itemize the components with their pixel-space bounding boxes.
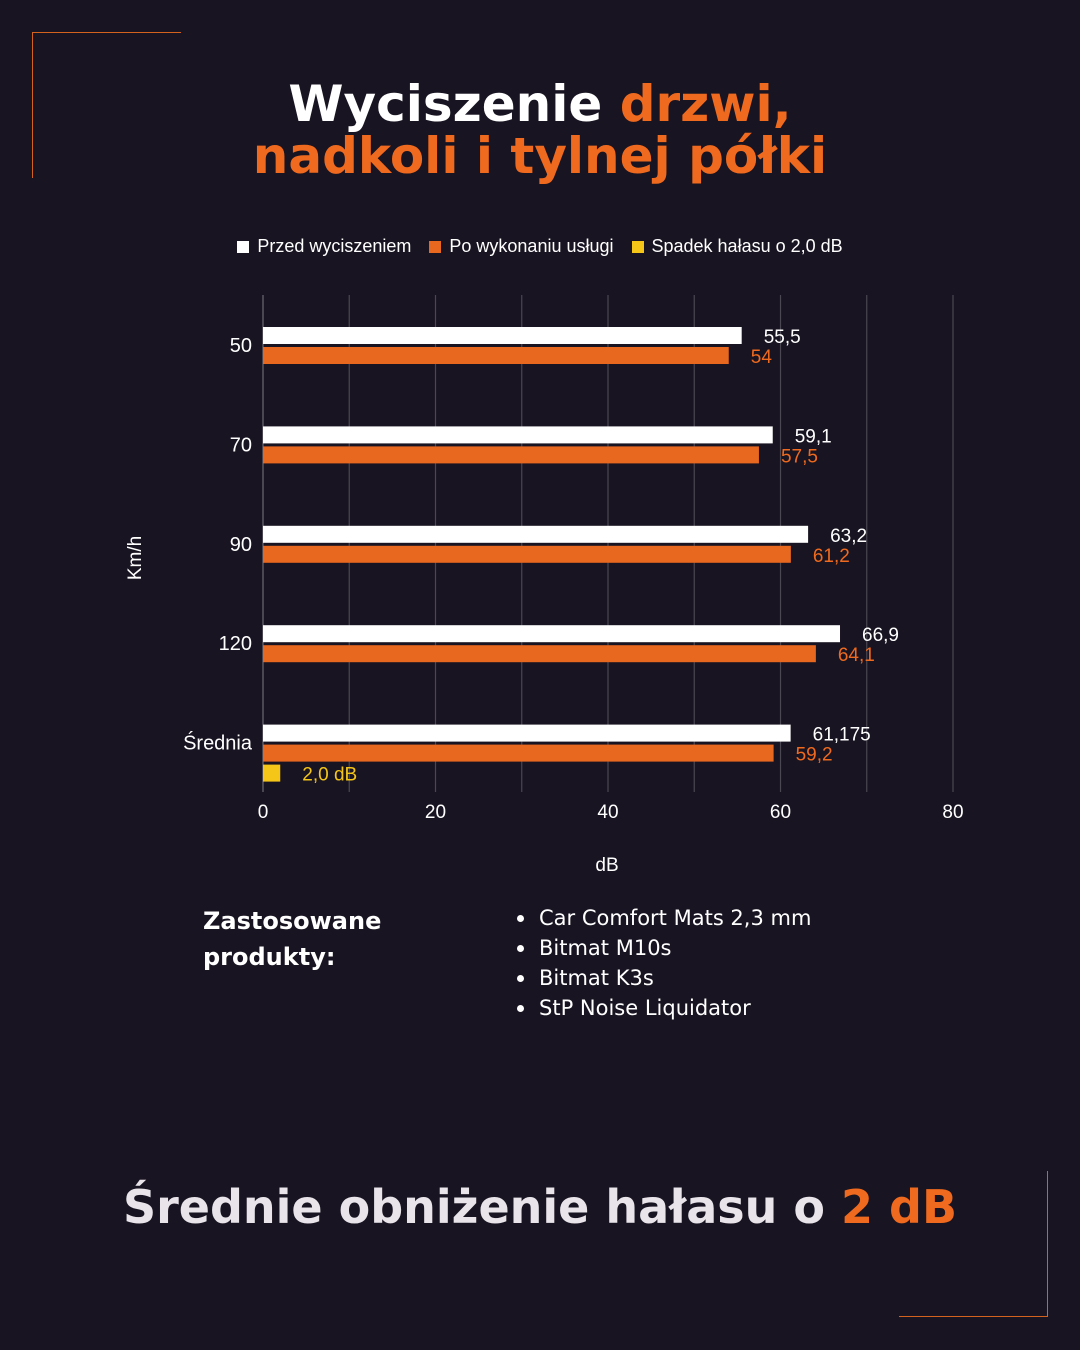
title-orange-part: drzwi, <box>619 75 792 133</box>
x-tick-label: 20 <box>424 802 447 823</box>
product-item: Car Comfort Mats 2,3 mm <box>515 903 811 933</box>
data-label: 57,5 <box>780 446 818 468</box>
title-line-2: nadkoli i tylnej półki <box>252 127 828 185</box>
x-tick-label: 80 <box>942 802 964 823</box>
bar-1 <box>263 745 774 762</box>
data-label: 55,5 <box>763 327 801 348</box>
data-label: 54 <box>750 347 772 368</box>
category-label: 120 <box>218 633 252 656</box>
data-label: 66,9 <box>862 625 899 647</box>
data-label: 63,2 <box>830 525 868 547</box>
product-item: StP Noise Liquidator <box>515 993 811 1023</box>
products-heading: Zastosowane produkty: <box>203 907 382 971</box>
category-label: Średnia <box>183 732 252 755</box>
y-axis-label: Km/h <box>125 535 146 581</box>
data-label: 59,2 <box>795 744 833 766</box>
x-tick-label: 0 <box>257 802 269 823</box>
data-label: 64,1 <box>837 645 875 667</box>
products-list <box>515 903 811 1023</box>
bar-0 <box>263 725 791 742</box>
category-label: 90 <box>229 533 252 556</box>
x-tick-label: 60 <box>769 802 792 823</box>
bar-0 <box>263 625 840 642</box>
bar-0 <box>263 426 773 443</box>
product-item: Bitmat M10s <box>515 933 811 963</box>
data-label: 59,1 <box>794 426 832 448</box>
footer-summary <box>0 1180 1080 1234</box>
title-white-part: Wyciszenie <box>288 75 620 133</box>
x-axis-label: dB <box>595 855 619 876</box>
data-label: 61,175 <box>812 724 871 746</box>
legend-label: Po wykonaniu usługi <box>449 236 614 256</box>
category-label: 70 <box>229 434 252 457</box>
data-label: 2,0 dB <box>302 764 358 786</box>
bar-2 <box>263 765 280 782</box>
bar-0 <box>263 526 808 543</box>
bar-1 <box>263 546 791 563</box>
bar-0 <box>263 327 742 344</box>
legend-label: Przed wyciszeniem <box>257 236 412 256</box>
footer-text: Średnie obniżenie hałasu o <box>122 1180 842 1234</box>
data-label: 61,2 <box>812 545 850 567</box>
bar-1 <box>263 645 816 662</box>
bar-1 <box>263 347 729 364</box>
footer-highlight: 2 dB <box>841 1180 958 1234</box>
x-tick-label: 40 <box>597 802 619 823</box>
category-label: 50 <box>229 335 252 357</box>
legend-label: Spadek hałasu o 2,0 dB <box>651 236 843 256</box>
product-item: Bitmat K3s <box>515 963 811 993</box>
bar-1 <box>263 446 759 463</box>
